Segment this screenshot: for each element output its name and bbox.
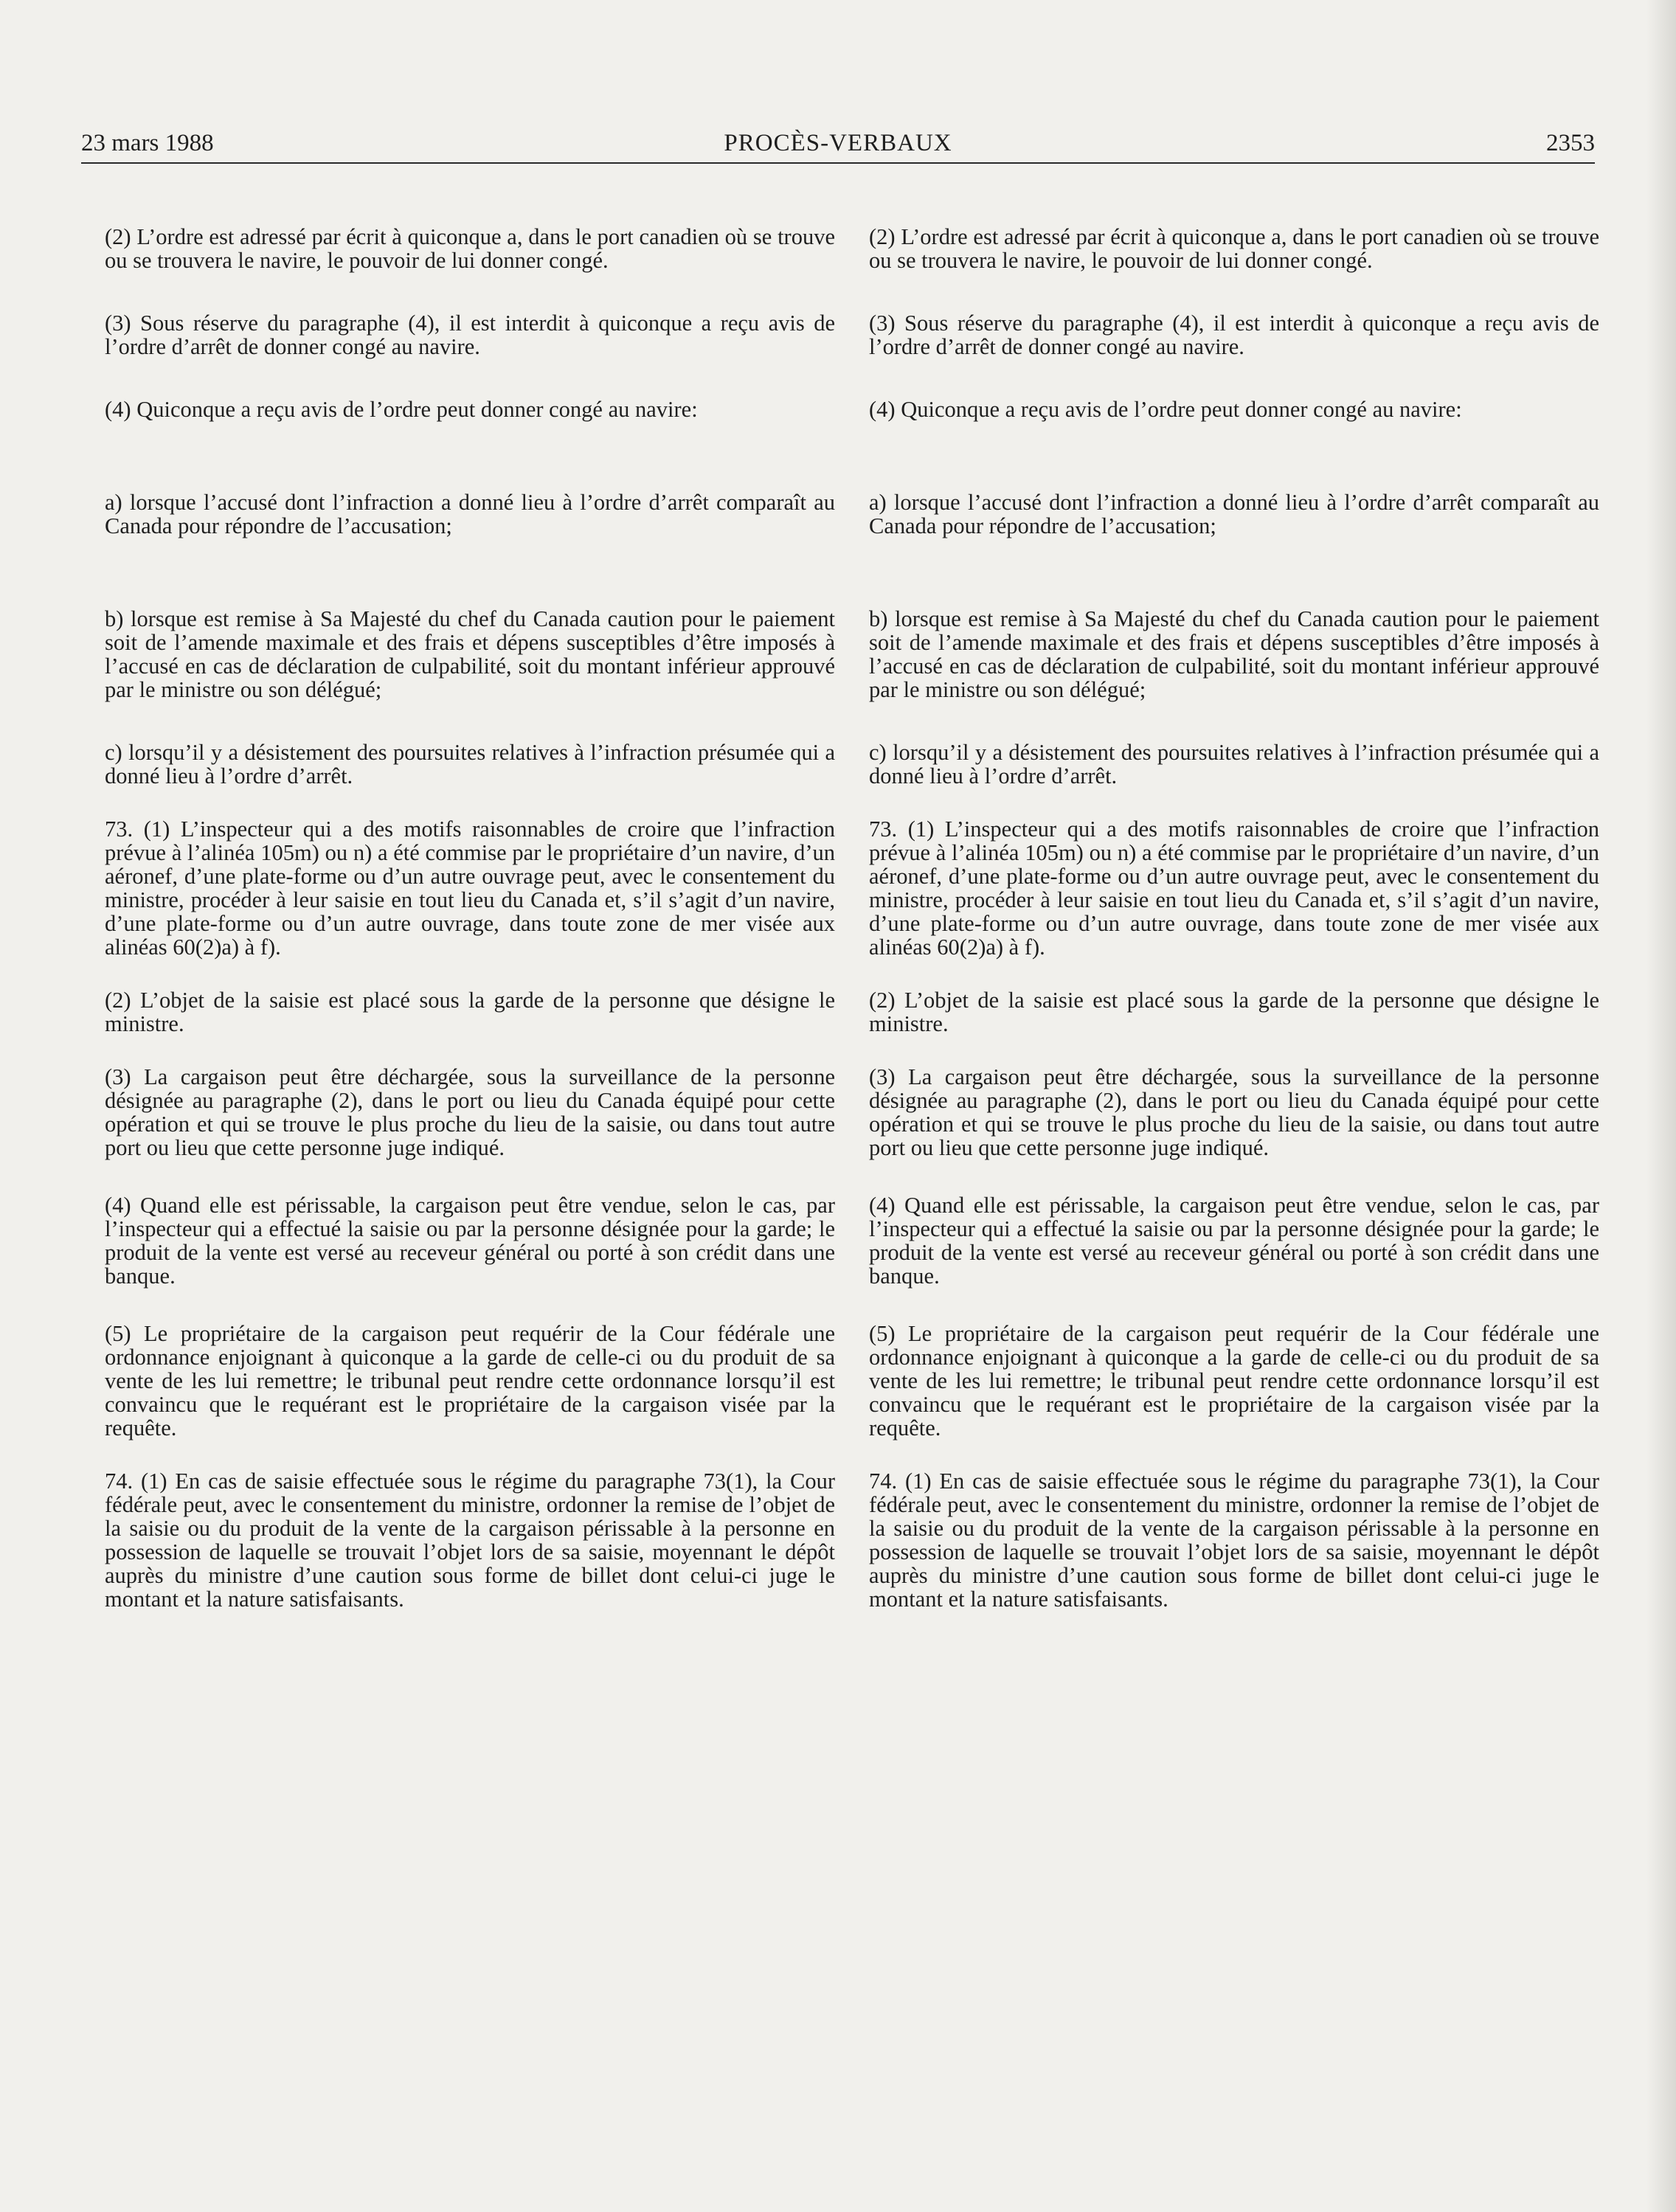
- paragraph: (2) L’objet de la saisie est placé sous la garde de la personne que désigne le ministre.: [105, 988, 835, 1036]
- paragraph: (3) La cargaison peut être déchargée, sous la surveillance de la personne désignée au paragraphe (2), dans le port ou lieu du Canada équipé pour cette opération et qui se trouve le plus proche du lieu de la saisie, ou dans tout autre port ou lieu que cette personne juge indiqué.: [105, 1064, 835, 1160]
- header-date: 23 mars 1988: [81, 130, 214, 156]
- paragraph: (2) L’ordre est adressé par écrit à quiconque a, dans le port canadien où se trouve ou se trouvera le navire, le pouvoir de lui donner congé.: [105, 224, 835, 273]
- paragraph: 74. (1) En cas de saisie effectuée sous le régime du paragraphe 73(1), la Cour fédérale peut, avec le consentement du ministre, ordonner la remise de l’objet de la saisie ou du produit de la vente de la cargaison périssable à la personne en possession de laquelle se trouvait l’objet lors de sa saisie, moyennant le dépôt auprès du ministre d’une caution sous forme de billet dont celui-ci juge le montant et la nature satisfaisants.: [869, 1469, 1599, 1612]
- paragraph: 73. (1) L’inspecteur qui a des motifs raisonnables de croire que l’infraction prévue à l’alinéa 105m) ou n) a été commise par le propriétaire d’un navire, d’un aéronef, d’une plate-forme ou d’un autre ouvrage peut, avec le consentement du ministre, procéder à leur saisie en tout lieu du Canada et, s’il s’agit d’un navire, d’une plate-forme ou d’un autre ouvrage, dans toute zone de mer visée aux alinéas 60(2)a) à f).: [869, 817, 1599, 960]
- paragraph: 74. (1) En cas de saisie effectuée sous le régime du paragraphe 73(1), la Cour fédérale peut, avec le consentement du ministre, ordonner la remise de l’objet de la saisie ou du produit de la vente de la cargaison périssable à la personne en possession de laquelle se trouvait l’objet lors de sa saisie, moyennant le dépôt auprès du ministre d’une caution sous forme de billet dont celui-ci juge le montant et la nature satisfaisants.: [105, 1469, 835, 1612]
- header-title: PROCÈS-VERBAUX: [724, 130, 952, 156]
- paragraph: (3) Sous réserve du paragraphe (4), il est interdit à quiconque a reçu avis de l’ordre d’arrêt de donner congé au navire.: [105, 311, 835, 359]
- paragraph: (4) Quiconque a reçu avis de l’ordre peut donner congé au navire:: [105, 397, 698, 422]
- page-number: 2353: [1546, 130, 1595, 156]
- paragraph: c) lorsqu’il y a désistement des poursuites relatives à l’infraction présumée qui a donné lieu à l’ordre d’arrêt.: [869, 740, 1599, 788]
- right-column: [869, 225, 1599, 1611]
- left-column: [105, 225, 835, 1611]
- paragraph: (3) Sous réserve du paragraphe (4), il est interdit à quiconque a reçu avis de l’ordre d’arrêt de donner congé au navire.: [869, 311, 1599, 359]
- paragraph: (4) Quand elle est périssable, la cargaison peut être vendue, selon le cas, par l’inspecteur qui a effectué la saisie ou par la personne désignée pour la garde; le produit de la vente est versé au receveur général ou porté à son crédit dans une banque.: [105, 1193, 835, 1289]
- paragraph: a) lorsque l’accusé dont l’infraction a donné lieu à l’ordre d’arrêt comparaît au Canada pour répondre de l’accusation;: [869, 490, 1599, 538]
- paragraph: b) lorsque est remise à Sa Majesté du chef du Canada caution pour le paiement soit de l’amende maximale et des frais et dépens susceptibles d’être imposés à l’accusé en cas de déclaration de culpabilité, soit du montant inférieur approuvé par le ministre ou son délégué;: [869, 606, 1599, 702]
- paragraph: a) lorsque l’accusé dont l’infraction a donné lieu à l’ordre d’arrêt comparaît au Canada pour répondre de l’accusation;: [105, 490, 835, 538]
- paragraph: 73. (1) L’inspecteur qui a des motifs raisonnables de croire que l’infraction prévue à l’alinéa 105m) ou n) a été commise par le propriétaire d’un navire, d’un aéronef, d’une plate-forme ou d’un autre ouvrage peut, avec le consentement du ministre, procéder à leur saisie en tout lieu du Canada et, s’il s’agit d’un navire, d’une plate-forme ou d’un autre ouvrage, dans toute zone de mer visée aux alinéas 60(2)a) à f).: [105, 817, 835, 960]
- paragraph: (3) La cargaison peut être déchargée, sous la surveillance de la personne désignée au paragraphe (2), dans le port ou lieu du Canada équipé pour cette opération et qui se trouve le plus proche du lieu de la saisie, ou dans tout autre port ou lieu que cette personne juge indiqué.: [869, 1064, 1599, 1160]
- paragraph: (5) Le propriétaire de la cargaison peut requérir de la Cour fédérale une ordonnance enjoignant à quiconque a la garde de celle-ci ou du produit de sa vente de les lui remettre; le tribunal peut rendre cette ordonnance lorsqu’il est convaincu que le requérant est le propriétaire de la cargaison visée par la requête.: [105, 1321, 835, 1440]
- paragraph: (4) Quiconque a reçu avis de l’ordre peut donner congé au navire:: [869, 397, 1462, 422]
- page-edge-shadow: [1646, 0, 1676, 2212]
- paragraph: (2) L’objet de la saisie est placé sous la garde de la personne que désigne le ministre.: [869, 988, 1599, 1036]
- paragraph: (5) Le propriétaire de la cargaison peut requérir de la Cour fédérale une ordonnance enjoignant à quiconque a la garde de celle-ci ou du produit de sa vente de les lui remettre; le tribunal peut rendre cette ordonnance lorsqu’il est convaincu que le requérant est le propriétaire de la cargaison visée par la requête.: [869, 1321, 1599, 1440]
- paragraph: c) lorsqu’il y a désistement des poursuites relatives à l’infraction présumée qui a donné lieu à l’ordre d’arrêt.: [105, 740, 835, 788]
- paragraph: (4) Quand elle est périssable, la cargaison peut être vendue, selon le cas, par l’inspecteur qui a effectué la saisie ou par la personne désignée pour la garde; le produit de la vente est versé au receveur général ou porté à son crédit dans une banque.: [869, 1193, 1599, 1289]
- paragraph: b) lorsque est remise à Sa Majesté du chef du Canada caution pour le paiement soit de l’amende maximale et des frais et dépens susceptibles d’être imposés à l’accusé en cas de déclaration de culpabilité, soit du montant inférieur approuvé par le ministre ou son délégué;: [105, 606, 835, 702]
- running-header: [81, 124, 1595, 164]
- paragraph: (2) L’ordre est adressé par écrit à quiconque a, dans le port canadien où se trouve ou se trouvera le navire, le pouvoir de lui donner congé.: [869, 224, 1599, 273]
